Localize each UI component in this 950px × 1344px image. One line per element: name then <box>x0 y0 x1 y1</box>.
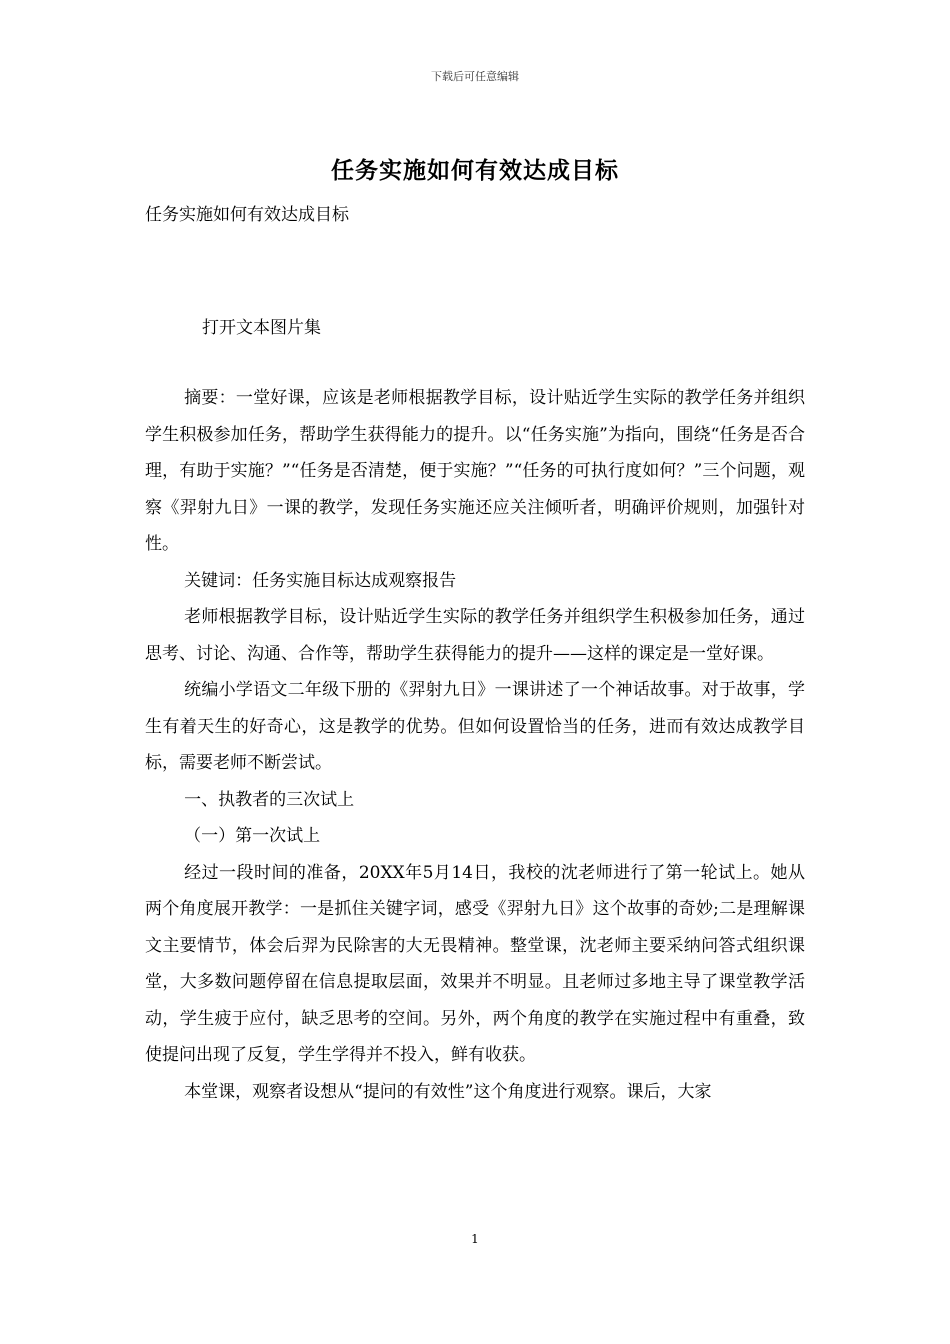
subsection-heading: （一）第一次试上 <box>184 826 321 846</box>
page-number: 1 <box>471 1232 479 1246</box>
open-image-gallery-link[interactable]: 打开文本图片集 <box>202 318 321 338</box>
body-paragraph: 老师根据教学目标，设计贴近学生实际的教学任务并组织学生积极参加任务，通过思考、讨论、沟通、合作等，帮助学生获得能力的提升——这样的课定是一堂好课。 <box>145 607 805 664</box>
keywords-paragraph: 关键词：任务实施目标达成观察报告 <box>184 570 457 591</box>
body-paragraph: 本堂课，观察者设想从“提问的有效性”这个角度进行观察。课后，大家 <box>184 1081 712 1102</box>
document-title: 任务实施如何有效达成目标 <box>331 157 619 184</box>
body-paragraph: 统编小学语文二年级下册的《羿射九日》一课讲述了一个神话故事。对于故事，学生有着天生的好奇心，这是教学的优势。但如何设置恰当的任务，进而有效达成教学目标，需要老师不断尝试。 <box>145 680 805 773</box>
abstract-paragraph: 摘要：一堂好课，应该是老师根据教学目标，设计贴近学生实际的教学任务并组织学生积极参加任务，帮助学生获得能力的提升。以“任务实施”为指向，围绕“任务是否合理，有助于实施？”“任务是否清楚，便于实施？”“任务的可执行度如何？”三个问题，观察《羿射九日》一课的教学，发现任务实施还应关注倾听者，明确评价规则，加强针对性。 <box>145 388 805 554</box>
header-note: 下载后可任意编辑 <box>431 70 519 83</box>
document-body <box>145 380 805 1110</box>
section-heading: 一、执教者的三次试上 <box>184 789 355 810</box>
document-subtitle: 任务实施如何有效达成目标 <box>145 205 349 225</box>
body-paragraph: 经过一段时间的准备，20XX年5月14日，我校的沈老师进行了第一轮试上。她从两个角度展开教学：一是抓住关键字词，感受《羿射九日》这个故事的奇妙;二是理解课文主要情节，体会后羿为民除害的大无畏精神。整堂课，沈老师主要采纳问答式组织课堂，大多数问题停留在信息提取层面，效果并不明显。且老师过多地主导了课堂教学活动，学生疲于应付，缺乏思考的空间。另外，两个角度的教学在实施过程中有重叠，致使提问出现了反复，学生学得并不投入，鲜有收获。 <box>145 862 805 1065</box>
